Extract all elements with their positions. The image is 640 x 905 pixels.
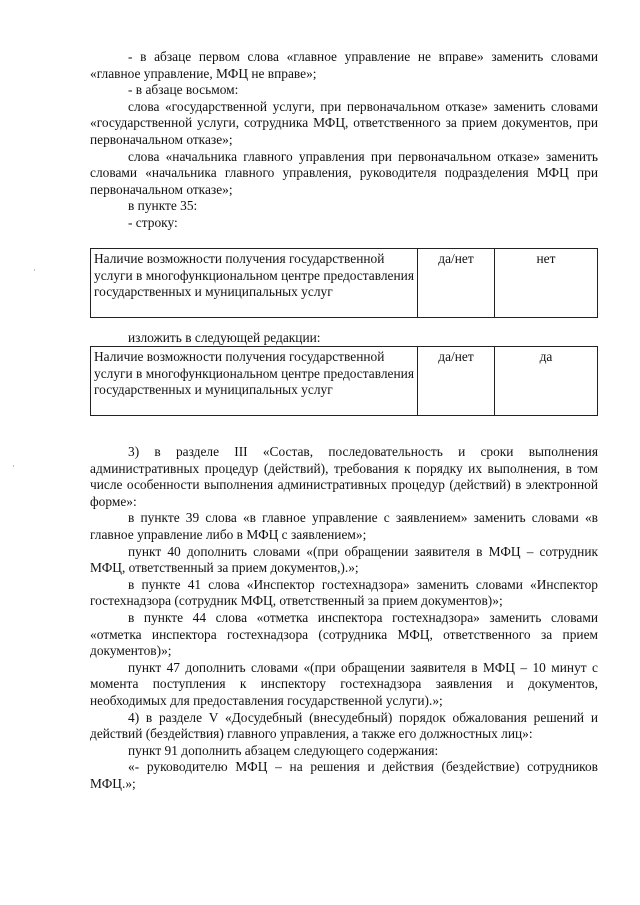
paragraph: - в абзаце первом слова «главное управление не вправе» заменить словами «главное управление, МФЦ не вправе»; <box>90 49 598 81</box>
margin-mark: · <box>12 461 15 471</box>
amendments-section-b <box>90 444 598 792</box>
amendments-section-a <box>90 49 598 232</box>
paragraph: 3) в разделе III «Состав, последовательность и сроки выполнения административных процедур (действий), требования к порядку их выполнения, в том числе особенности выполнения административных процедур (действий) в электронной форме»: <box>90 444 598 509</box>
table-cell-options: да/нет <box>418 347 495 416</box>
table-cell-value: нет <box>495 249 598 318</box>
paragraph: в пункте 44 слова «отметка инспектора гостехнадзора» заменить словами «отметка инспектора гостехнадзора (сотрудника МФЦ, ответственного за прием документов)»; <box>90 609 598 659</box>
table-cell-options: да/нет <box>418 249 495 318</box>
paragraph: слова «государственной услуги, при первоначальном отказе» заменить словами «государственной услуги, сотрудника МФЦ, ответственного за прием документов, при первоначальном отказе»; <box>90 98 598 147</box>
paragraph: изложить в следующей редакции: <box>128 330 321 345</box>
paragraph: «- руководителю МФЦ – на решения и действия (бездействие) сотрудников МФЦ.»; <box>90 759 598 791</box>
between-container <box>90 330 598 347</box>
paragraph: - строку: <box>128 214 178 230</box>
paragraph: пункт 40 дополнить словами «(при обращении заявителя в МФЦ – сотрудник МФЦ, ответственный за прием документов,).»; <box>90 543 598 576</box>
paragraph: - в абзаце восьмом: <box>128 82 239 98</box>
paragraph: 4) в разделе V «Досудебный (внесудебный) порядок обжалования решений и действий (бездействия) главного управления, а также его должностных лиц»: <box>90 709 598 742</box>
old-row-table-container <box>90 248 598 318</box>
paragraph: в пункте 41 слова «Инспектор гостехнадзора» заменить словами «Инспектор гостехнадзора (сотрудник МФЦ, ответственный за прием документов)»; <box>90 576 598 609</box>
paragraph: в пункте 39 слова «в главное управление с заявлением» заменить словами «в главное управление либо в МФЦ с заявлением»; <box>90 510 598 542</box>
table-cell-value: да <box>495 347 598 416</box>
paragraph: слова «начальника главного управления при первоначальном отказе» заменить словами «начальника главного управления, руководителя подразделения МФЦ при первоначальном отказе»; <box>90 148 598 197</box>
paragraph: пункт 47 дополнить словами «(при обращении заявителя в МФЦ – 10 минут с момента поступления к инспектору гостехнадзора заявления и документов, необходимых для предоставления государственной услуги).»; <box>90 659 598 708</box>
table-cell-text: Наличие возможности получения государственной услуги в многофункциональном центре предоставления государственных и муниципальных услуг <box>91 347 418 416</box>
table-cell-text: Наличие возможности получения государственной услуги в многофункциональном центре предоставления государственных и муниципальных услуг <box>91 249 418 318</box>
margin-mark: · <box>33 265 36 275</box>
table-row <box>91 249 598 318</box>
table-row <box>91 347 598 416</box>
paragraph: пункт 91 дополнить абзацем следующего содержания: <box>128 742 439 758</box>
old-row-table <box>90 248 598 318</box>
new-row-table <box>90 346 598 416</box>
paragraph: в пункте 35: <box>128 198 198 214</box>
new-row-table-container <box>90 346 598 416</box>
